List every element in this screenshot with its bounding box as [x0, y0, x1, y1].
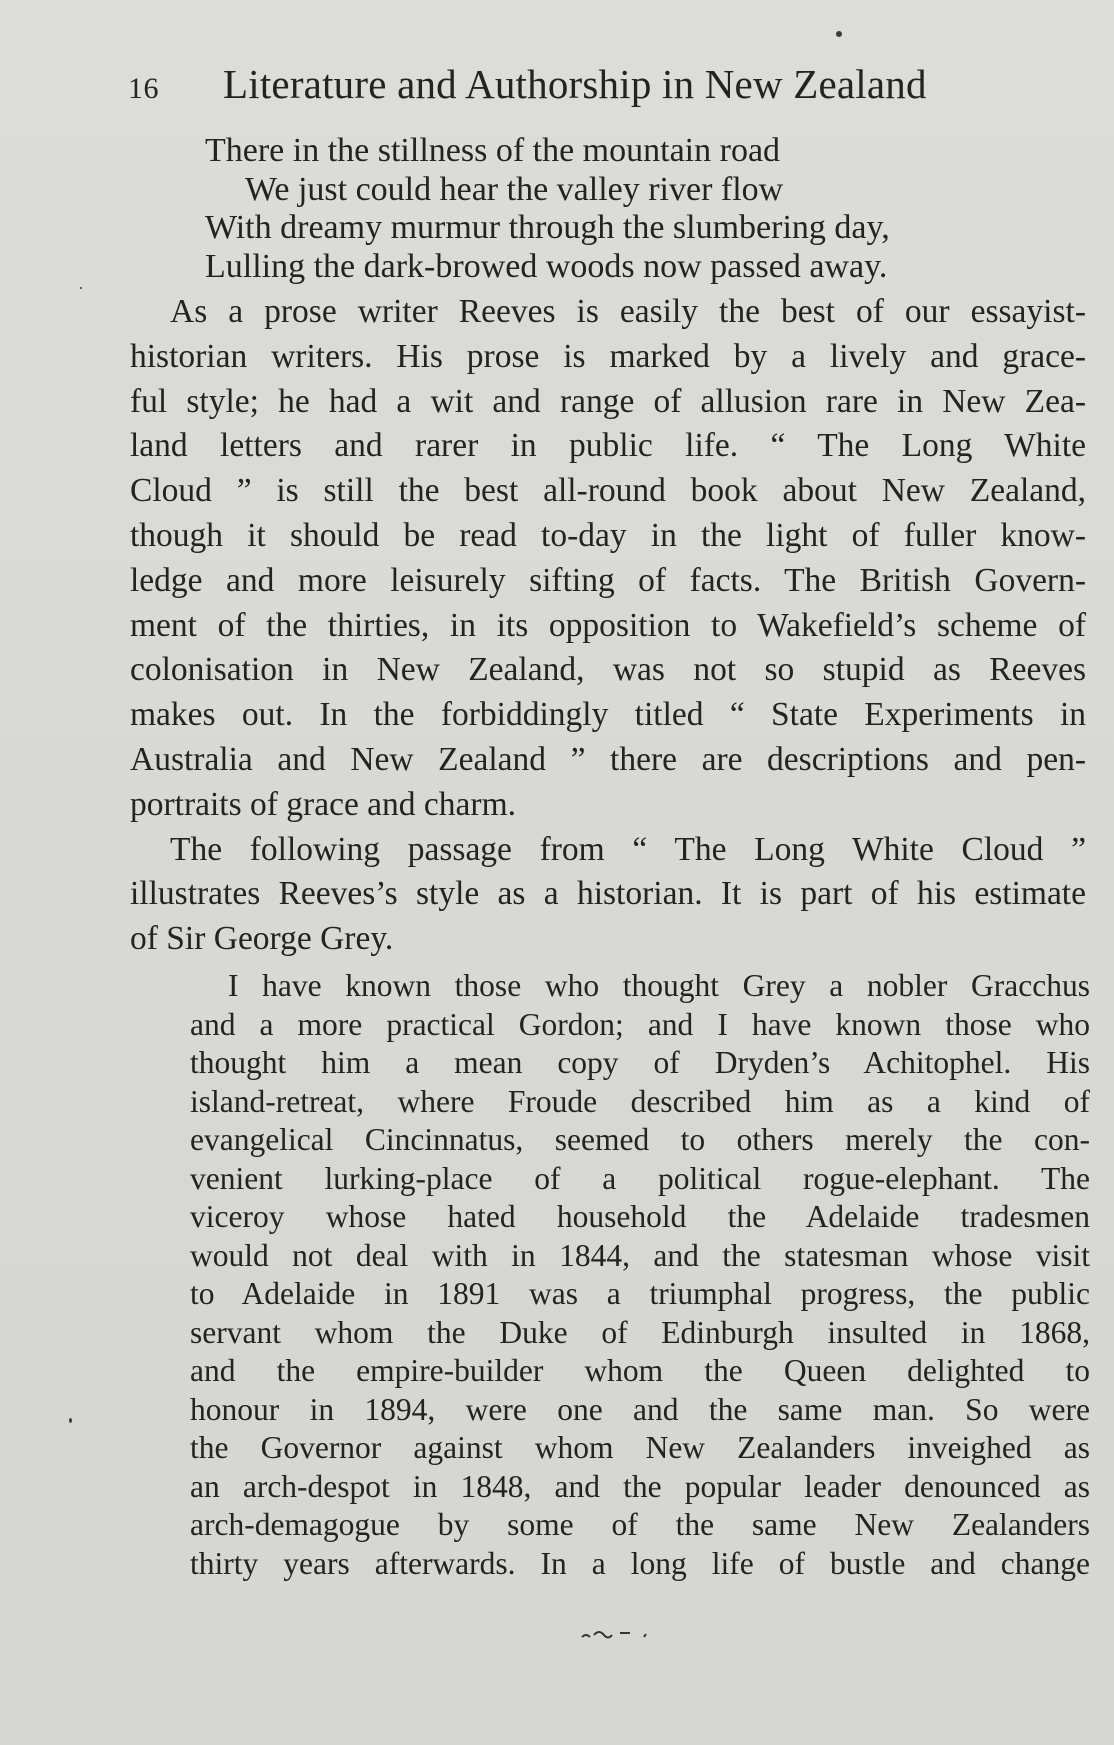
- text-line: colonisation in New Zealand, was not so stupid as Reeves: [130, 651, 1086, 689]
- quote-line: honour in 1894, were one and the same man. So were: [190, 1391, 1090, 1427]
- running-title: Literature and Authorship in New Zealand: [223, 61, 927, 107]
- text-line: ledge and more leisurely sifting of facts. The British Govern-: [130, 561, 1086, 599]
- quote-line: the Governor against whom New Zealanders inveighed as: [190, 1430, 1090, 1465]
- text-line: The following passage from “ The Long White Cloud ”: [170, 830, 1086, 868]
- paragraph-reeves-prose: [130, 290, 1086, 828]
- quote-line: viceroy whose hated household the Adelaide tradesmen: [190, 1199, 1090, 1234]
- verse-quotation: [205, 132, 1025, 286]
- quote-line: to Adelaide in 1891 was a triumphal progress, the public: [190, 1276, 1090, 1311]
- dust-speck: [69, 1418, 72, 1423]
- text-line: illustrates Reeves’s style as a historian. It is part of his estimate: [130, 875, 1086, 913]
- dust-speck: [80, 287, 82, 289]
- text-line: ful style; he had a wit and range of allusion rare in New Zea-: [130, 382, 1086, 420]
- verse-line: We just could hear the valley river flow: [245, 170, 784, 208]
- text-line: Australia and New Zealand ” there are descriptions and pen-: [130, 740, 1086, 778]
- quote-line: island-retreat, where Froude described him as a kind of: [190, 1083, 1090, 1119]
- verse-line: With dreamy murmur through the slumbering day,: [205, 209, 890, 246]
- quote-line: thought him a mean copy of Dryden’s Achitophel. His: [190, 1045, 1090, 1080]
- page-number: 16: [128, 72, 159, 105]
- text-line: historian writers. His prose is marked by a lively and grace-: [130, 337, 1086, 375]
- block-quotation: [190, 967, 1090, 1583]
- quote-line: arch-demagogue by some of the same New Zealanders: [190, 1507, 1090, 1542]
- text-line: of Sir George Grey.: [130, 920, 394, 958]
- text-line: As a prose writer Reeves is easily the best of our essayist-: [170, 293, 1086, 330]
- dust-speck: [836, 31, 842, 37]
- quote-line: and a more practical Gordon; and I have known those who: [190, 1006, 1090, 1042]
- page-header: [128, 58, 1008, 118]
- quote-line: evangelical Cincinnatus, seemed to others merely the con-: [190, 1122, 1090, 1157]
- ornament-icon: [580, 1625, 670, 1645]
- body-text: [130, 290, 1086, 962]
- quote-line: servant whom the Duke of Edinburgh insulted in 1868,: [190, 1314, 1090, 1350]
- text-line: ment of the thirties, in its opposition to Wakefield’s scheme of: [130, 606, 1086, 644]
- text-line: though it should be read to-day in the light of fuller know-: [130, 516, 1086, 554]
- quote-line: and the empire-builder whom the Queen delighted to: [190, 1353, 1090, 1388]
- quote-line: venient lurking-place of a political rogue-elephant. The: [190, 1160, 1090, 1196]
- text-line: makes out. In the forbiddingly titled “ State Experiments in: [130, 696, 1086, 734]
- verse-line: There in the stillness of the mountain road: [205, 132, 781, 169]
- paragraph-following-passage: [130, 828, 1086, 962]
- quote-line: thirty years afterwards. In a long life of bustle and change: [190, 1545, 1090, 1581]
- quote-line: would not deal with in 1844, and the statesman whose visit: [190, 1237, 1090, 1273]
- quote-line: I have known those who thought Grey a nobler Gracchus: [228, 968, 1090, 1003]
- quote-line: an arch-despot in 1848, and the popular leader denounced as: [190, 1468, 1090, 1504]
- verse-line: Lulling the dark-browed woods now passed away.: [205, 247, 888, 285]
- text-line: Cloud ” is still the best all-round book about New Zealand,: [130, 472, 1086, 510]
- text-line: portraits of grace and charm.: [130, 785, 517, 823]
- text-line: land letters and rarer in public life. “ The Long White: [130, 427, 1086, 465]
